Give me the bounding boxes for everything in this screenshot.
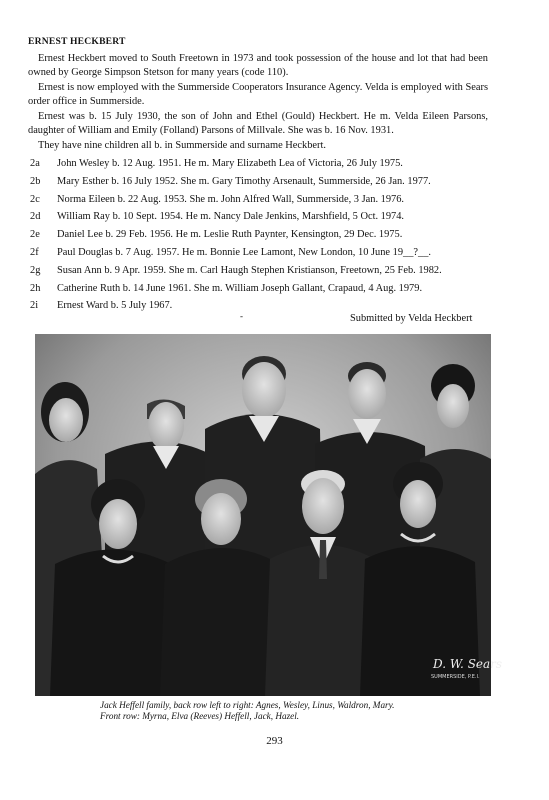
paragraph-birth-marriage: Ernest was b. 15 July 1930, the son of John and Ethel (Gould) Heckbert. He m. Velda Eileen Parsons, daughter of William and Emily (Folland) Parsons of Millvale. She was b. 16 Nov. 1931. (28, 111, 488, 136)
child-code: 2f (30, 246, 39, 258)
child-entry: Paul Douglas b. 7 Aug. 1957. He m. Bonnie Lee Lamont, New London, 10 June 19__?__. (57, 246, 432, 258)
page-number: 293 (266, 735, 283, 747)
section-heading: ERNEST HECKBERT (28, 36, 126, 47)
family-photograph (35, 334, 503, 696)
child-code: 2d (30, 211, 41, 223)
list-item (30, 157, 500, 175)
list-item (30, 210, 500, 228)
child-entry: William Ray b. 10 Sept. 1954. He m. Nancy Dale Jenkins, Marshfield, 5 Oct. 1974. (57, 211, 405, 223)
children-list (30, 157, 500, 317)
child-entry: Catherine Ruth b. 14 June 1961. She m. William Joseph Gallant, Crapaud, 4 Aug. 1979. (57, 282, 423, 294)
list-item (30, 264, 500, 282)
submitted-by: Submitted by Velda Heckbert (350, 313, 473, 324)
child-entry: Daniel Lee b. 29 Feb. 1956. He m. Leslie Ruth Paynter, Kensington, 29 Dec. 1975. (57, 229, 403, 241)
child-entry: Susan Ann b. 9 Apr. 1959. She m. Carl Haugh Stephen Kristianson, Freetown, 25 Feb. 1982. (57, 264, 442, 276)
divider-mark: - (240, 311, 243, 321)
list-item (30, 282, 500, 300)
child-code: 2e (30, 229, 40, 241)
child-code: 2h (30, 282, 41, 294)
list-item (30, 246, 500, 264)
photo-caption (100, 700, 500, 722)
caption-line-2: Front row: Myrna, Elva (Reeves) Heffell, Jack, Hazel. (100, 711, 300, 721)
child-code: 2i (30, 300, 39, 312)
paragraph-employment: Ernest is now employed with the Summerside Cooperators Insurance Agency. Velda is employed with Sears order office in Summerside. (28, 82, 488, 107)
child-entry: Ernest Ward b. 5 July 1967. (57, 300, 173, 312)
list-item (30, 193, 500, 211)
paragraph-move: Ernest Heckbert moved to South Freetown in 1973 and took possession of the house and lot that had been owned by George Simpson Stetson for many years (code 110). (28, 53, 488, 78)
paragraph-children-intro: They have nine children all b. in Summerside and surname Heckbert. (38, 140, 326, 151)
child-code: 2c (30, 193, 40, 205)
child-entry: Norma Eileen b. 22 Aug. 1953. She m. John Alfred Wall, Summerside, 3 Jan. 1976. (57, 193, 405, 205)
child-code: 2g (30, 264, 41, 276)
studio-location: SUMMERSIDE, P.E.I. (431, 674, 480, 680)
studio-mark: D. W. Sears (433, 657, 503, 671)
photo-illustration (35, 334, 503, 696)
list-item (30, 228, 500, 246)
child-code: 2a (30, 158, 40, 169)
list-item (30, 175, 500, 193)
child-code: 2b (30, 175, 41, 187)
child-entry: Mary Esther b. 16 July 1952. She m. Gary Timothy Arsenault, Summerside, 26 Jan. 1977. (57, 175, 431, 187)
child-entry: John Wesley b. 12 Aug. 1951. He m. Mary Elizabeth Lea of Victoria, 26 July 1975. (57, 158, 403, 169)
caption-line-1: Jack Heffell family, back row left to right: Agnes, Wesley, Linus, Waldron, Mary. (100, 700, 395, 710)
